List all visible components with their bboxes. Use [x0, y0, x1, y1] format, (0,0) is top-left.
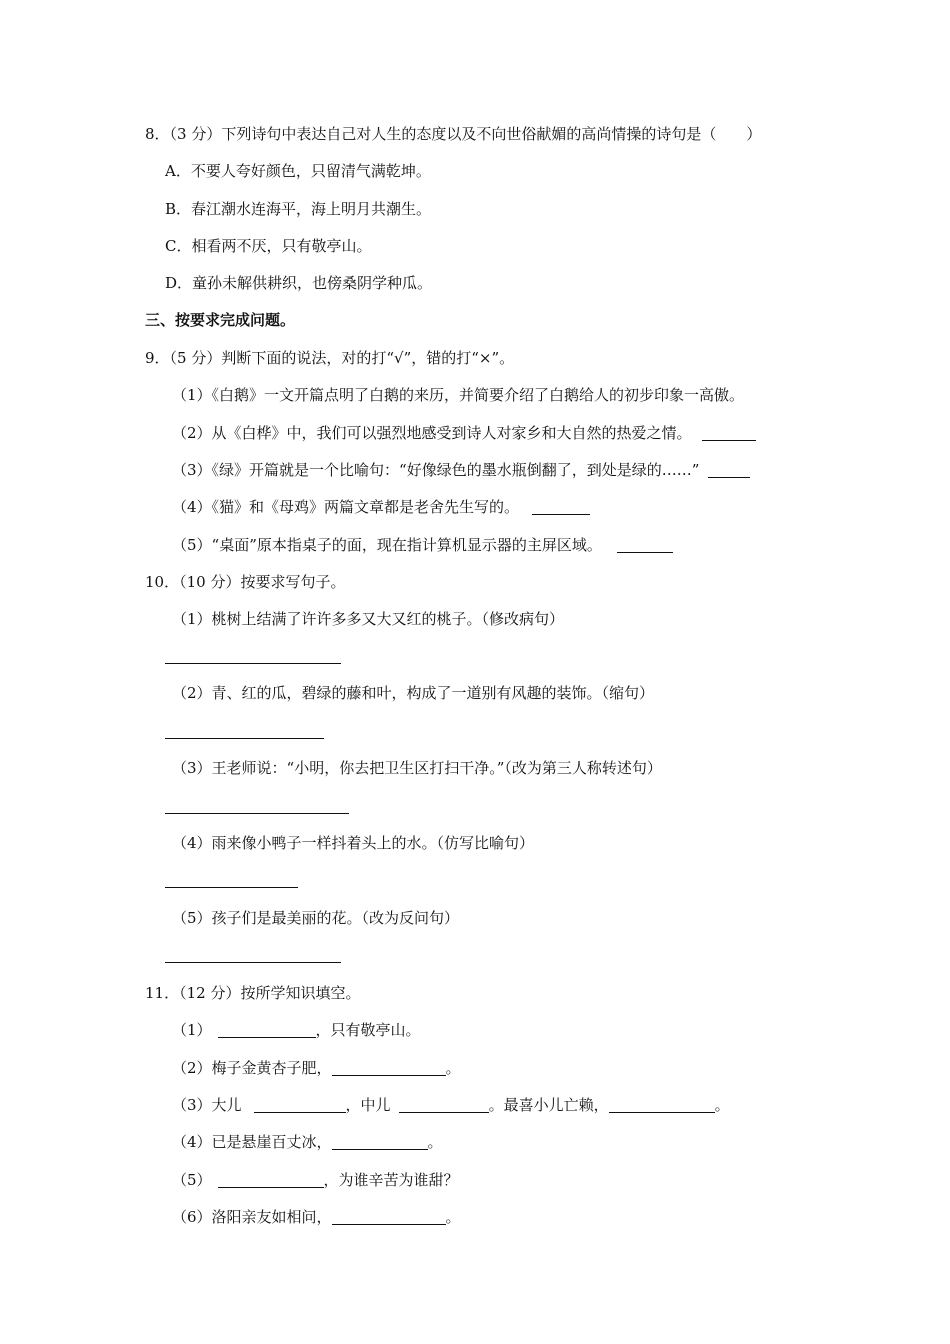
question-9-item-1: （1）《白鹅》一文开篇点明了白鹅的来历，并简要介绍了白鹅给人的初步印象一高傲。 — [172, 386, 745, 404]
answer-blank[interactable] — [708, 463, 750, 478]
question-10-stem: 10．（10 分）按要求写句子。 — [145, 573, 346, 591]
answer-blank[interactable] — [332, 1210, 446, 1225]
question-11-item-4-suffix: 。 — [427, 1133, 443, 1151]
section-3-title: 三、按要求完成问题。 — [145, 311, 296, 329]
answer-line[interactable] — [165, 962, 341, 963]
question-10-item-1: （1）桃树上结满了许许多多又大又红的桃子。（修改病句） — [172, 610, 565, 628]
question-10-item-3: （3）王老师说：“小明，你去把卫生区打扫干净。”（改为第三人称转述句） — [172, 759, 662, 777]
question-9-item-5-text: （5）“桌面”原本指桌子的面，现在指计算机显示器的主屏区域。 — [172, 536, 602, 554]
question-9-item-2 — [172, 423, 756, 443]
question-11-item-5 — [172, 1170, 459, 1190]
answer-blank[interactable] — [218, 1173, 324, 1188]
question-11-item-1 — [172, 1020, 421, 1040]
answer-blank[interactable] — [532, 500, 590, 515]
question-8-option-b: B．春江潮水连海平，海上明月共潮生。 — [165, 200, 432, 218]
question-9-item-4 — [172, 497, 590, 517]
question-9-item-4-text: （4）《猫》和《母鸡》两篇文章都是老舍先生写的。 — [172, 498, 520, 516]
question-11-item-3-part-3: 。最喜小儿亡赖， — [488, 1096, 609, 1114]
question-9-item-3-text: （3）《绿》开篇就是一个比喻句：“好像绿色的墨水瓶倒翻了，到处是绿的……” — [172, 461, 700, 479]
question-9-item-3 — [172, 460, 750, 480]
question-9-item-2-text: （2）从《白桦》中，我们可以强烈地感受到诗人对家乡和大自然的热爱之情。 — [172, 424, 692, 442]
question-11-item-2-prefix: （2）梅子金黄杏子肥， — [172, 1059, 332, 1077]
answer-blank[interactable] — [702, 426, 756, 441]
question-11-item-3 — [172, 1095, 730, 1115]
question-11-stem: 11．（12 分）按所学知识填空。 — [145, 984, 361, 1002]
question-11-item-3-part-2: ，中儿 — [345, 1096, 391, 1114]
answer-line[interactable] — [165, 663, 341, 664]
question-11-item-6 — [172, 1207, 461, 1227]
question-11-item-2 — [172, 1058, 461, 1078]
question-11-item-2-suffix: 。 — [445, 1059, 461, 1077]
answer-blank[interactable] — [332, 1061, 446, 1076]
question-8-option-c: C．相看两不厌，只有敬亭山。 — [165, 237, 372, 255]
answer-blank[interactable] — [617, 538, 673, 553]
question-11-item-4-prefix: （4）已是悬崖百丈冰， — [172, 1133, 332, 1151]
question-9-item-5 — [172, 535, 673, 555]
question-11-item-3-part-1: （3）大儿 — [172, 1096, 242, 1114]
answer-blank[interactable] — [399, 1098, 489, 1113]
question-11-item-3-part-4: 。 — [714, 1096, 730, 1114]
question-11-item-1-prefix: （1） — [172, 1021, 212, 1039]
answer-blank[interactable] — [254, 1098, 346, 1113]
answer-blank[interactable] — [332, 1135, 428, 1150]
question-11-item-4 — [172, 1132, 443, 1152]
answer-line[interactable] — [165, 887, 298, 888]
question-8-option-d: D．童孙未解供耕织，也傍桑阴学种瓜。 — [165, 274, 433, 292]
question-10-item-2: （2）青、红的瓜，碧绿的藤和叶，构成了一道别有风趣的装饰。（缩句） — [172, 684, 655, 702]
question-11-item-6-prefix: （6）洛阳亲友如相问， — [172, 1208, 332, 1226]
question-8-option-a: A．不要人夸好颜色，只留清气满乾坤。 — [165, 162, 431, 180]
question-11-item-5-suffix: ，为谁辛苦为谁甜？ — [323, 1171, 459, 1189]
answer-blank[interactable] — [609, 1098, 715, 1113]
answer-line[interactable] — [165, 813, 349, 814]
question-11-item-6-suffix: 。 — [445, 1208, 461, 1226]
question-11-item-1-suffix: ，只有敬亭山。 — [315, 1021, 421, 1039]
answer-blank[interactable] — [218, 1023, 316, 1038]
question-9-stem: 9．（5 分）判断下面的说法，对的打“√”，错的打“×”。 — [145, 349, 515, 367]
question-10-item-5: （5）孩子们是最美丽的花。（改为反问句） — [172, 909, 460, 927]
answer-line[interactable] — [165, 738, 324, 739]
question-10-item-4: （4）雨来像小鸭子一样抖着头上的水。（仿写比喻句） — [172, 834, 535, 852]
question-11-item-5-prefix: （5） — [172, 1171, 212, 1189]
question-8-stem: 8．（3 分）下列诗句中表达自己对人生的态度以及不向世俗献媚的高尚情操的诗句是（ ） — [145, 125, 762, 143]
